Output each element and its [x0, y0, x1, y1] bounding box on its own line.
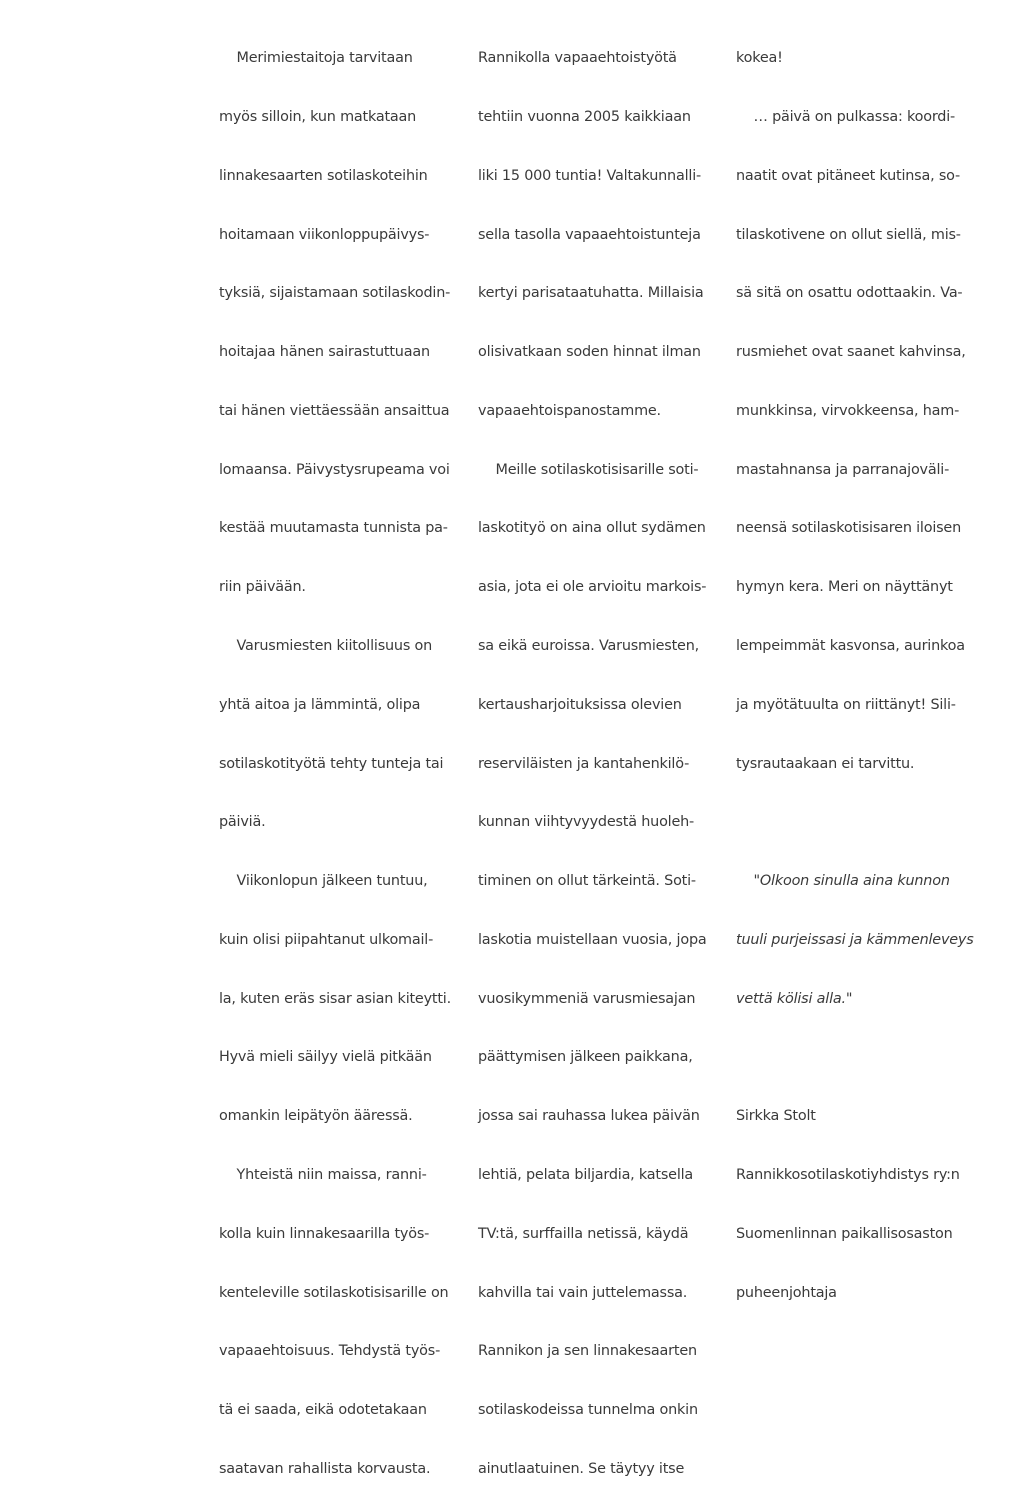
- text-line: riin päivään.: [219, 579, 306, 596]
- text-line: tilaskotivene on ollut siellä, mis-: [736, 226, 961, 243]
- text-line: kestää muutamasta tunnista pa-: [219, 520, 448, 537]
- text-line: Hyvä mieli säilyy vielä pitkään: [219, 1049, 432, 1066]
- text-line: vapaaehtoisuus. Tehdystä työs-: [219, 1343, 441, 1360]
- quote-line: "Olkoon sinulla aina kunnon: [736, 873, 950, 890]
- text-line: kunnan viihtyvyydestä huoleh-: [478, 814, 695, 831]
- text-line: Rannikolla vapaaehtoistyötä: [478, 50, 677, 67]
- text-line: … päivä on pulkassa: koordi-: [736, 108, 956, 125]
- text-line: ainutlaatuinen. Se täytyy itse: [478, 1460, 685, 1477]
- text-line: päiviä.: [219, 814, 266, 831]
- author-title-line: Suomenlinnan paikallisosaston: [736, 1225, 953, 1242]
- text-line: kolla kuin linnakesaarilla työs-: [219, 1225, 430, 1242]
- article-column-2: [478, 10, 718, 1499]
- spacer-line: [736, 813, 1016, 833]
- text-line: myös silloin, kun matkataan: [219, 108, 417, 125]
- text-line: sotilaskotityötä tehty tunteja tai: [219, 755, 444, 772]
- text-line: timinen on ollut tärkeintä. Soti-: [478, 873, 696, 890]
- text-line: hymyn kera. Meri on näyttänyt: [736, 579, 953, 596]
- article-column-1: [219, 10, 455, 1499]
- text-line: neensä sotilaskotisisaren iloisen: [736, 520, 961, 537]
- text-line: tä ei saada, eikä odotetakaan: [219, 1402, 427, 1419]
- text-line: olisivatkaan soden hinnat ilman: [478, 344, 701, 361]
- text-line: Merimiestaitoja tarvitaan: [219, 50, 413, 67]
- author-name: Sirkka Stolt: [736, 1108, 816, 1125]
- text-line: kuin olisi piipahtanut ulkomail-: [219, 931, 434, 948]
- text-line: omankin leipätyön ääressä.: [219, 1108, 413, 1125]
- text-line: Viikonlopun jälkeen tuntuu,: [219, 873, 428, 890]
- text-line: saatavan rahallista korvausta.: [219, 1460, 431, 1477]
- text-line: ja myötätuulta on riittänyt! Sili-: [736, 696, 956, 713]
- text-line: mastahnansa ja parranajoväli-: [736, 461, 950, 478]
- text-line: linnakesaarten sotilaskoteihin: [219, 167, 428, 184]
- text-line: lomaansa. Päivystysrupeama voi: [219, 461, 450, 478]
- text-line: Varusmiesten kiitollisuus on: [219, 638, 433, 654]
- text-line: sotilaskodeissa tunnelma onkin: [478, 1402, 698, 1419]
- text-line: reserviläisten ja kantahenkilö-: [478, 755, 690, 772]
- text-line: laskotityö on aina ollut sydämen: [478, 520, 706, 537]
- text-line: vapaaehtoispanostamme.: [478, 402, 661, 419]
- text-line: sella tasolla vapaaehtoistunteja: [478, 226, 701, 243]
- text-line: päättymisen jälkeen paikkana,: [478, 1049, 693, 1066]
- text-line: sä sitä on osattu odottaakin. Va-: [736, 285, 963, 302]
- text-line: kertyi parisataatuhatta. Millaisia: [478, 285, 704, 302]
- text-line: tysrautaakaan ei tarvittu.: [736, 755, 915, 772]
- text-line: Yhteistä niin maissa, ranni-: [219, 1167, 427, 1184]
- text-line: hoitajaa hänen sairastuttuaan: [219, 344, 430, 361]
- text-line: rusmiehet ovat saanet kahvinsa,: [736, 344, 966, 361]
- author-title-line: Rannikkosotilaskotiyhdistys ry:n: [736, 1167, 960, 1184]
- text-line: kokea!: [736, 50, 783, 67]
- text-line: yhtä aitoa ja lämmintä, olipa: [219, 696, 421, 713]
- author-title-line: puheenjohtaja: [736, 1284, 837, 1301]
- text-line: Meille sotilaskotisisarille soti-: [478, 461, 699, 478]
- article-column-3: [736, 10, 1016, 1323]
- text-line: Rannikon ja sen linnakesaarten: [478, 1343, 697, 1360]
- quote-line: vettä kölisi alla.": [736, 990, 853, 1007]
- text-line: naatit ovat pitäneet kutinsa, so-: [736, 167, 961, 184]
- text-line: kertausharjoituksissa olevien: [478, 696, 682, 713]
- text-line: jossa sai rauhassa lukea päivän: [478, 1108, 700, 1125]
- text-line: lempeimmät kasvonsa, aurinkoa: [736, 638, 965, 654]
- text-line: tehtiin vuonna 2005 kaikkiaan: [478, 108, 691, 125]
- text-line: la, kuten eräs sisar asian kiteytti.: [219, 990, 451, 1007]
- text-line: sa eikä euroissa. Varusmiesten,: [478, 638, 699, 654]
- text-line: vuosikymmeniä varusmiesajan: [478, 990, 696, 1007]
- quote-line: tuuli purjeissasi ja kämmenleveys: [736, 931, 974, 948]
- text-line: tyksiä, sijaistamaan sotilaskodin-: [219, 285, 451, 302]
- text-line: hoitamaan viikonloppupäivys-: [219, 226, 430, 243]
- text-line: TV:tä, surffailla netissä, käydä: [478, 1225, 689, 1242]
- text-line: kenteleville sotilaskotisisarille on: [219, 1284, 449, 1301]
- text-line: tai hänen viettäessään ansaittua: [219, 402, 450, 419]
- spacer-line: [736, 1048, 1016, 1068]
- text-line: asia, jota ei ole arvioitu markois-: [478, 579, 707, 596]
- text-line: munkkinsa, virvokkeensa, ham-: [736, 402, 960, 419]
- text-line: kahvilla tai vain juttelemassa.: [478, 1284, 688, 1301]
- text-line: lehtiä, pelata biljardia, katsella: [478, 1167, 694, 1184]
- text-line: laskotia muistellaan vuosia, jopa: [478, 931, 707, 948]
- text-line: liki 15 000 tuntia! Valtakunnalli-: [478, 167, 701, 184]
